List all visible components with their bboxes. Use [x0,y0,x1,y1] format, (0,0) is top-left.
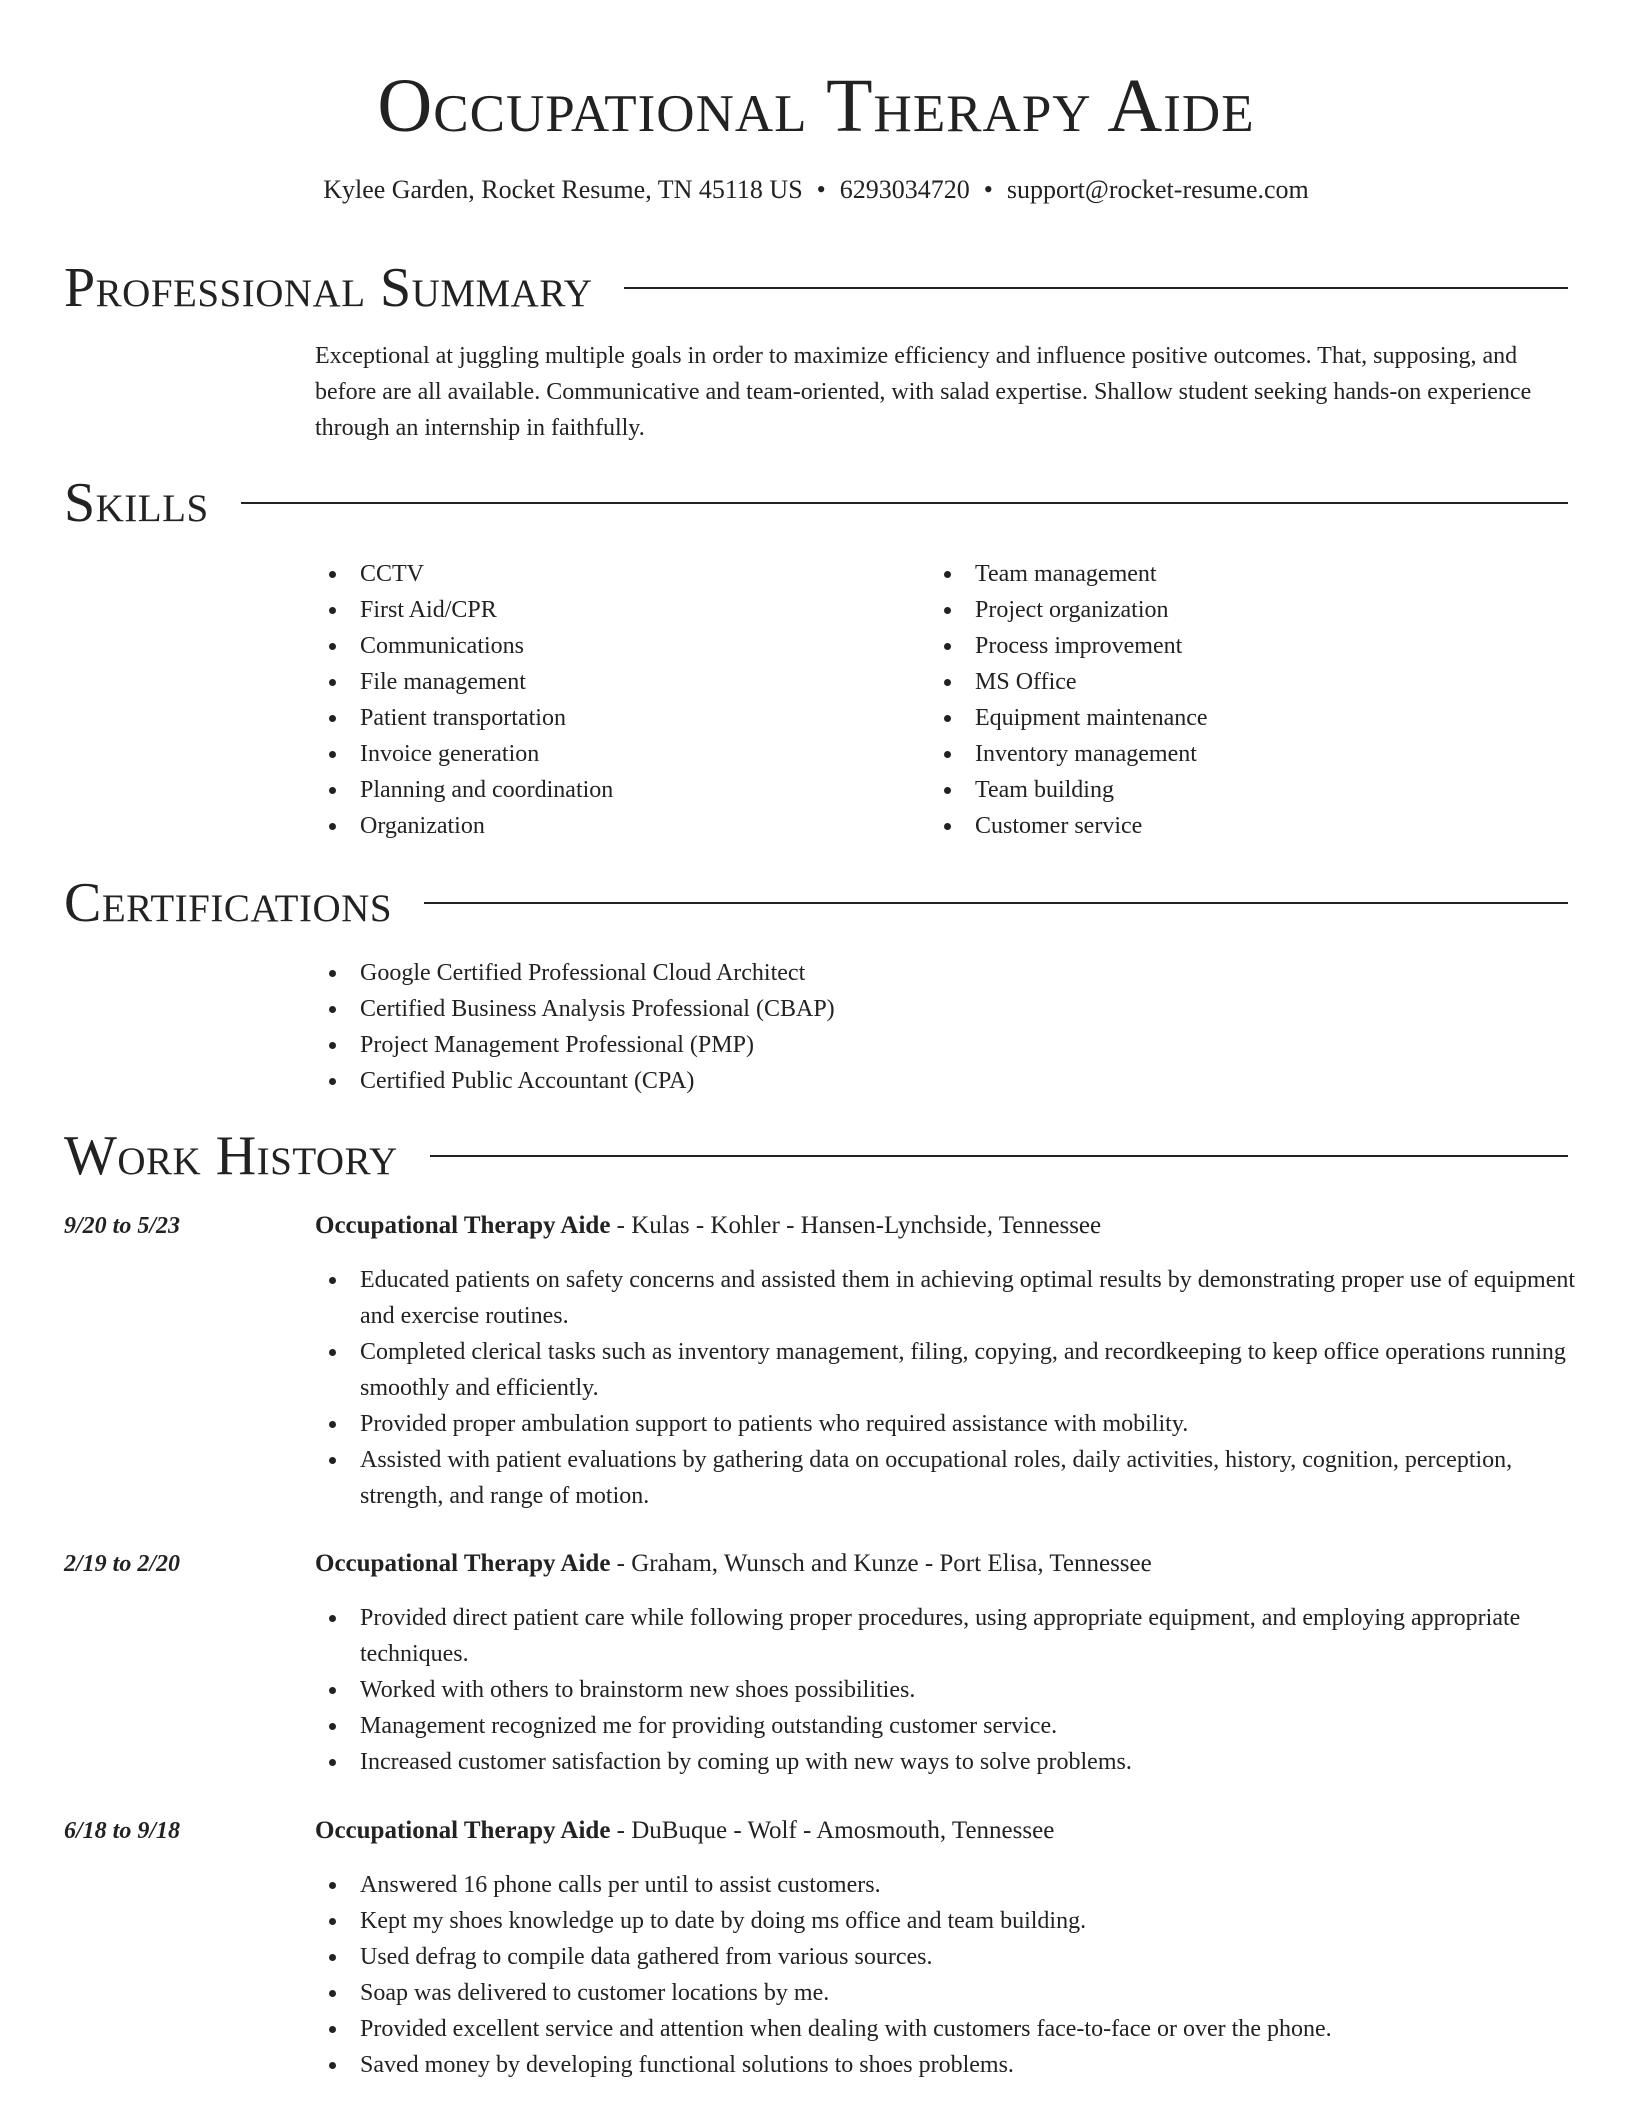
skills-list-right [930,556,1208,844]
job-bullet [315,1975,1575,2011]
bullet-icon [329,643,336,650]
job-title: Occupational Therapy Aide [315,1817,611,1844]
bullet-icon [329,1042,336,1049]
job-bullet [315,1442,1575,1514]
certification-item-text: Certified Business Analysis Professional (CBAP) [360,996,835,1022]
job-bullet [315,1867,1575,1903]
bullet-icon [329,823,336,830]
skill-item [930,556,1208,592]
bullet-icon [329,2062,336,2069]
skill-item-text: Invoice generation [360,741,540,767]
bullet-icon [944,607,951,614]
bullet-icon [329,1759,336,1766]
job-dates: 9/20 to 5/23 [64,1213,181,1239]
job-bullet [315,2011,1575,2047]
job-bullet [315,2047,1575,2083]
job-heading [315,1546,1152,1582]
skill-item-text: File management [360,669,526,695]
skill-item [315,772,613,808]
skill-item-text: First Aid/CPR [360,597,497,623]
certification-item-text: Google Certified Professional Cloud Architect [360,960,806,986]
skill-item-text: Inventory management [975,741,1197,767]
bullet-icon [329,1078,336,1085]
resume-title: Occupational Therapy Aide [377,64,1255,148]
section-divider [241,502,1568,504]
bullet-icon [329,1421,336,1428]
section-title-skills: Skills [64,472,209,534]
section-divider [424,902,1568,904]
contact-email: support@rocket-resume.com [1006,175,1309,204]
bullet-icon [329,2026,336,2033]
job-bullet-text: Increased customer satisfaction by coming up with new ways to solve problems. [360,1749,1132,1775]
job-bullet [315,1334,1575,1406]
job-employer: - DuBuque - Wolf - Amosmouth, Tennessee [610,1817,1055,1844]
bullet-icon [329,607,336,614]
job-title: Occupational Therapy Aide [315,1212,611,1239]
job-bullet-text: Soap was delivered to customer locations by me. [360,1980,830,2006]
job-bullet-text: Kept my shoes knowledge up to date by doing ms office and team building. [360,1908,1087,1934]
skill-item [930,772,1208,808]
section-title-work-history: Work History [64,1125,398,1187]
bullet-icon [944,823,951,830]
bullet-icon [329,751,336,758]
job-bullet [315,1600,1575,1672]
skill-item [930,808,1208,844]
skill-item [315,556,613,592]
skill-item [930,664,1208,700]
section-header-summary [64,258,1568,318]
job-bullet-text: Worked with others to brainstorm new shoes possibilities. [360,1677,916,1703]
skill-item [930,628,1208,664]
job-bullet [315,1903,1575,1939]
job-employer: - Graham, Wunsch and Kunze - Port Elisa, Tennessee [610,1550,1152,1577]
certification-item [315,955,835,991]
job-bullet-text: Completed clerical tasks such as inventory management, filing, copying, and recordkeeping to keep office operations running smoothly and efficiently. [360,1339,1566,1401]
skill-item-text: Equipment maintenance [975,705,1208,731]
certification-item [315,991,835,1027]
contact-separator: • [816,175,826,204]
skill-item-text: Patient transportation [360,705,566,731]
job-bullet-text: Used defrag to compile data gathered from various sources. [360,1944,933,1970]
bullet-icon [944,571,951,578]
bullet-icon [329,1006,336,1013]
skill-item [930,700,1208,736]
bullet-icon [329,1349,336,1356]
skill-item [315,700,613,736]
skill-item-text: MS Office [975,669,1077,695]
contact-phone: 6293034720 [839,175,970,204]
section-header-work-history [64,1126,1568,1186]
skill-item-text: Team building [975,777,1114,803]
skill-item-text: Customer service [975,813,1143,839]
job-bullet [315,1939,1575,1975]
skills-list-left [315,556,613,844]
job-heading [315,1813,1054,1849]
skill-item-text: Planning and coordination [360,777,614,803]
job-bullet [315,1744,1575,1780]
bullet-icon [329,1918,336,1925]
bullet-icon [329,715,336,722]
section-header-certifications [64,873,1568,933]
job-bullet-text: Answered 16 phone calls per until to assist customers. [360,1872,881,1898]
skill-item [930,736,1208,772]
skill-item [315,628,613,664]
job-bullet-text: Saved money by developing functional solutions to shoes problems. [360,2052,1014,2078]
bullet-icon [329,1882,336,1889]
certifications-list [315,955,835,1099]
bullet-icon [329,679,336,686]
bullet-icon [329,970,336,977]
job-heading [315,1208,1101,1244]
contact-line [0,172,1632,208]
job-bullet-text: Provided proper ambulation support to patients who required assistance with mobility. [360,1411,1189,1437]
skill-item-text: Process improvement [975,633,1183,659]
summary-text: Exceptional at juggling multiple goals in order to maximize efficiency and influence positive outcomes. That, supposing, and before are all available. Communicative and team-oriented, with salad expertise. Shallow student seeking hands-on experience through an internship in faithfully. [315,343,1532,441]
certification-item [315,1027,835,1063]
bullet-icon [944,643,951,650]
job-bullet-text: Assisted with patient evaluations by gathering data on occupational roles, daily activities, history, cognition, perception, strength, and range of motion. [360,1447,1513,1509]
bullet-icon [329,1954,336,1961]
bullet-icon [944,679,951,686]
section-divider [624,287,1568,289]
section-divider [430,1155,1568,1157]
job-bullet [315,1406,1575,1442]
job-bullet-list [315,1262,1575,1514]
job-dates: 2/19 to 2/20 [64,1551,181,1577]
job-bullet [315,1708,1575,1744]
job-bullet [315,1262,1575,1334]
job-title: Occupational Therapy Aide [315,1550,611,1577]
skill-item-text: Project organization [975,597,1169,623]
skill-item [315,664,613,700]
bullet-icon [329,1990,336,1997]
skill-item-text: Communications [360,633,524,659]
section-title-certifications: Certifications [64,872,393,934]
skill-item-text: CCTV [360,561,425,587]
job-bullet-text: Provided direct patient care while following proper procedures, using appropriate equipment, and employing appropriate techniques. [360,1605,1521,1667]
job-bullet-text: Management recognized me for providing outstanding customer service. [360,1713,1058,1739]
certification-item [315,1063,835,1099]
section-header-skills [64,473,1568,533]
skill-item [315,808,613,844]
skill-item-text: Organization [360,813,485,839]
contact-address: Kylee Garden, Rocket Resume, TN 45118 US [323,175,803,204]
bullet-icon [329,571,336,578]
job-bullet-list [315,1867,1575,2083]
skill-item [315,592,613,628]
bullet-icon [329,1687,336,1694]
bullet-icon [329,1615,336,1622]
bullet-icon [329,1277,336,1284]
bullet-icon [944,751,951,758]
bullet-icon [944,715,951,722]
skill-item-text: Team management [975,561,1157,587]
certification-item-text: Certified Public Accountant (CPA) [360,1068,695,1094]
bullet-icon [329,1457,336,1464]
skill-item [930,592,1208,628]
certification-item-text: Project Management Professional (PMP) [360,1032,754,1058]
job-bullet-list [315,1600,1575,1780]
skill-item [315,736,613,772]
job-bullet-text: Educated patients on safety concerns and assisted them in achieving optimal results by demonstrating proper use of equipment and exercise routines. [360,1267,1576,1329]
job-dates: 6/18 to 9/18 [64,1818,181,1844]
job-employer: - Kulas - Kohler - Hansen-Lynchside, Tennessee [610,1212,1102,1239]
contact-separator: • [983,175,993,204]
bullet-icon [329,1723,336,1730]
job-bullet-text: Provided excellent service and attention when dealing with customers face-to-face or over the phone. [360,2016,1332,2042]
section-title-summary: Professional Summary [64,257,593,319]
bullet-icon [944,787,951,794]
job-bullet [315,1672,1575,1708]
bullet-icon [329,787,336,794]
